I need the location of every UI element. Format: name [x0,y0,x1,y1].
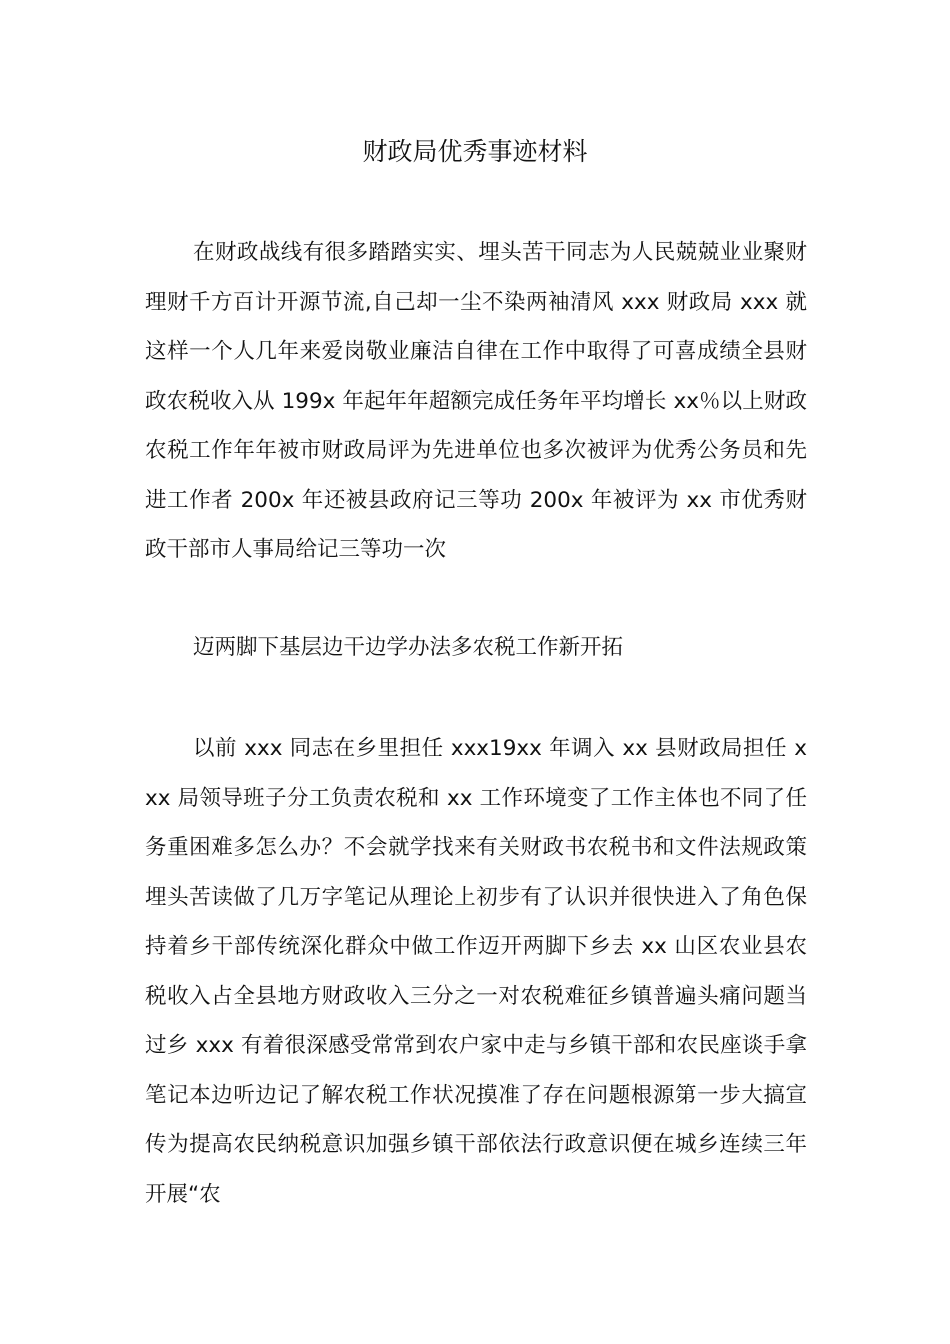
body-paragraph-1: 在财政战线有很多踏踏实实、埋头苦干同志为人民兢兢业业聚财理财千方百计开源节流,自己却一尘不染两袖清风 xxx 财政局 xxx 就这样一个人几年来爱岗敬业廉洁自律在工作中取得了可喜成绩全县财政农税收入从 199x 年起年年超额完成任务年平均增长 xx％以上财政农税工作年年被市财政局评为先进单位也多次被评为优秀公务员和先进工作者 200x 年还被县政府记三等功 200x 年被评为 xx 市优秀财政干部市人事局给记三等功一次 [145,240,807,562]
document-title: 财政局优秀事迹材料 [362,137,588,166]
section-heading: 迈两脚下基层边干边学办法多农税工作新开拓 [193,635,624,660]
body-paragraph-2: 以前 xxx 同志在乡里担任 xxx19xx 年调入 xx 县财政局担任 xxx 局领导班子分工负责农税和 xx 工作环境变了工作主体也不同了任务重困难多怎么办？不会就学找来有关财政书农税书和文件法规政策埋头苦读做了几万字笔记从理论上初步有了认识并很快进入了角色保持着乡干部传统深化群众中做工作迈开两脚下乡去 xx 山区农业县农税收入占全县地方财政收入三分之一对农税难征乡镇普遍头痛问题当过乡 xxx 有着很深感受常常到农户家中走与乡镇干部和农民座谈手拿笔记本边听边记了解农税工作状况摸准了存在问题根源第一步大搞宣传为提高农民纳税意识加强乡镇干部依法行政意识便在城乡连续三年开展“农 [145,736,807,1207]
